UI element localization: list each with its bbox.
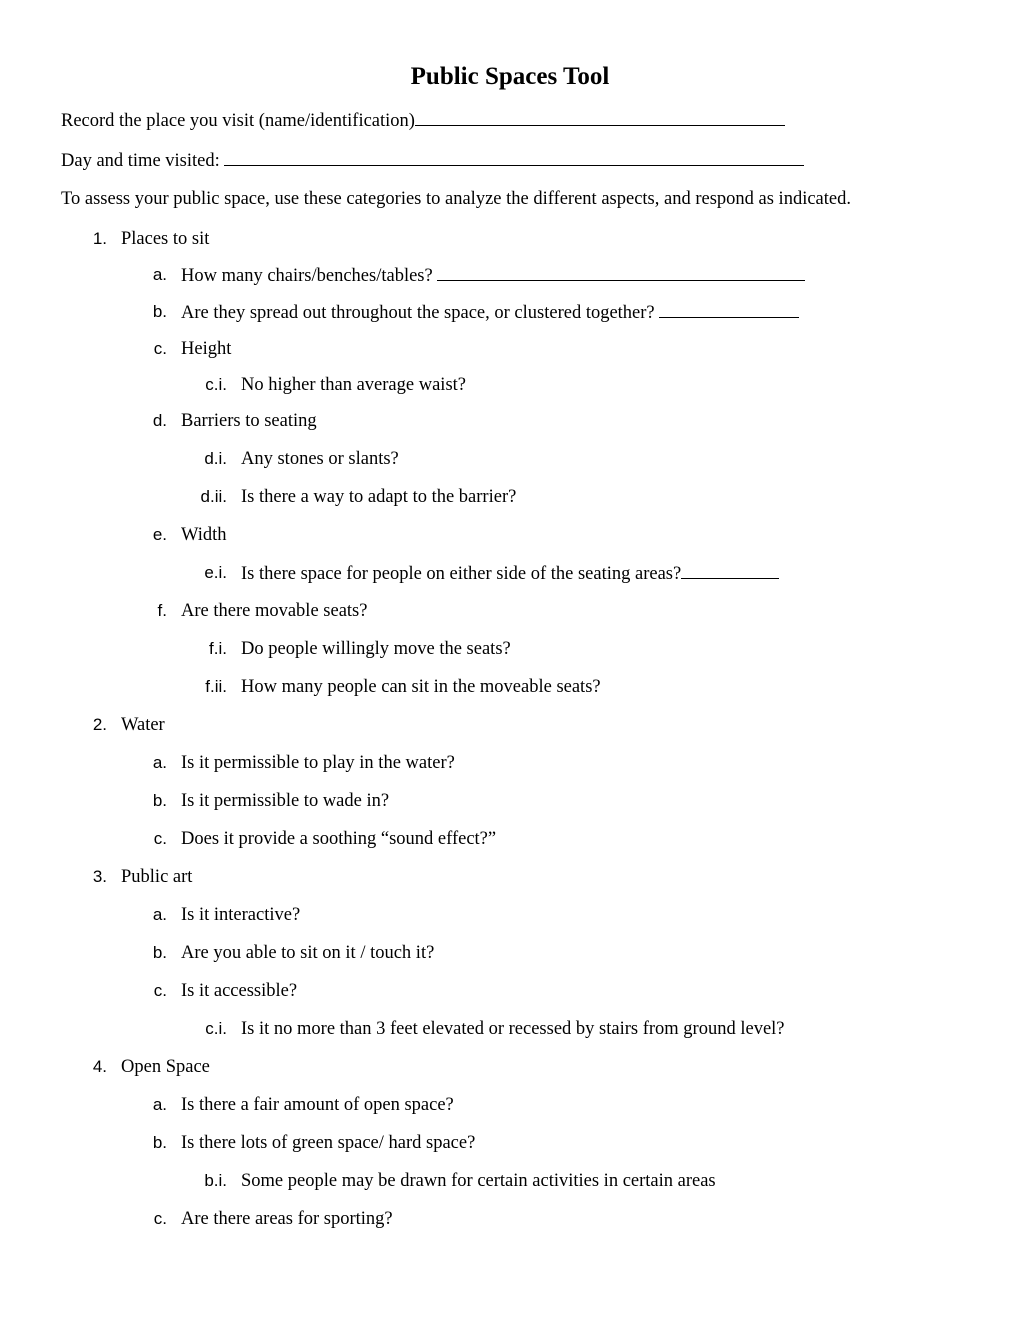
- item-marker: c.: [153, 339, 167, 358]
- item-text: Width: [181, 525, 227, 545]
- item-text: Are they spread out throughout the space, or clustered together?: [181, 301, 799, 324]
- instructions: To assess your public space, use these categories to analyze the different aspects, and respond as indicated.: [61, 189, 851, 209]
- item-text: Any stones or slants?: [241, 449, 399, 469]
- answer-blank[interactable]: [681, 562, 779, 579]
- item-marker: e.: [152, 525, 167, 544]
- item-text: Do people willingly move the seats?: [241, 639, 511, 659]
- item-text: Is there space for people on either side of the seating areas?: [241, 562, 779, 585]
- record-place-row: [61, 109, 785, 132]
- item-text: Is there a way to adapt to the barrier?: [241, 487, 517, 507]
- item-text: How many chairs/benches/tables?: [181, 264, 805, 287]
- item-marker: c.: [153, 1209, 167, 1228]
- item-marker: 4.: [92, 1057, 107, 1076]
- item-text: Are there areas for sporting?: [181, 1209, 393, 1229]
- item-text: No higher than average waist?: [241, 375, 466, 395]
- item-marker: b.: [152, 302, 167, 321]
- item-marker: f.: [157, 601, 167, 620]
- item-marker: d.ii.: [200, 487, 227, 506]
- item-marker: a.: [152, 1095, 167, 1114]
- item-marker: e.i.: [204, 563, 227, 582]
- item-text: Are there movable seats?: [181, 601, 368, 621]
- item-marker: 1.: [92, 229, 107, 248]
- item-text: How many people can sit in the moveable seats?: [241, 677, 601, 697]
- item-text: Open Space: [121, 1057, 210, 1077]
- item-marker: d.i.: [204, 449, 227, 468]
- item-text: Places to sit: [121, 229, 210, 249]
- item-marker: c.i.: [205, 1019, 227, 1038]
- day-time-label: Day and time visited:: [61, 151, 220, 171]
- answer-blank[interactable]: [659, 301, 799, 318]
- answer-blank[interactable]: [437, 264, 805, 281]
- item-text: Is it accessible?: [181, 981, 298, 1001]
- item-text: Is it permissible to wade in?: [181, 791, 390, 811]
- item-marker: b.: [152, 1133, 167, 1152]
- item-marker: a.: [152, 265, 167, 284]
- item-text: Some people may be drawn for certain activities in certain areas: [241, 1171, 716, 1191]
- item-text: Water: [121, 715, 165, 735]
- item-text: Is it permissible to play in the water?: [181, 753, 455, 773]
- item-text: Is there lots of green space/ hard space?: [181, 1133, 476, 1153]
- day-time-blank[interactable]: [224, 149, 804, 166]
- item-marker: 3.: [92, 867, 107, 886]
- item-marker: f.i.: [209, 639, 227, 658]
- page-title: Public Spaces Tool: [410, 63, 610, 90]
- item-marker: b.i.: [204, 1171, 227, 1190]
- item-text: Is it no more than 3 feet elevated or recessed by stairs from ground level?: [241, 1019, 785, 1039]
- item-text: Public art: [121, 867, 193, 887]
- item-marker: c.: [153, 981, 167, 1000]
- day-time-row: [61, 149, 804, 172]
- item-text: Barriers to seating: [181, 411, 317, 431]
- item-marker: f.ii.: [205, 677, 227, 696]
- item-marker: c.: [153, 829, 167, 848]
- item-marker: c.i.: [205, 375, 227, 394]
- item-marker: d.: [152, 411, 167, 430]
- item-marker: a.: [152, 753, 167, 772]
- record-place-label: Record the place you visit (name/identification): [61, 111, 415, 131]
- item-marker: b.: [152, 943, 167, 962]
- record-place-blank[interactable]: [415, 109, 785, 126]
- item-text: Height: [181, 339, 232, 359]
- item-marker: b.: [152, 791, 167, 810]
- item-marker: a.: [152, 905, 167, 924]
- item-text: Is there a fair amount of open space?: [181, 1095, 454, 1115]
- item-marker: 2.: [92, 715, 107, 734]
- item-text: Are you able to sit on it / touch it?: [181, 943, 435, 963]
- item-text: Does it provide a soothing “sound effect?”: [181, 829, 497, 849]
- item-text: Is it interactive?: [181, 905, 301, 925]
